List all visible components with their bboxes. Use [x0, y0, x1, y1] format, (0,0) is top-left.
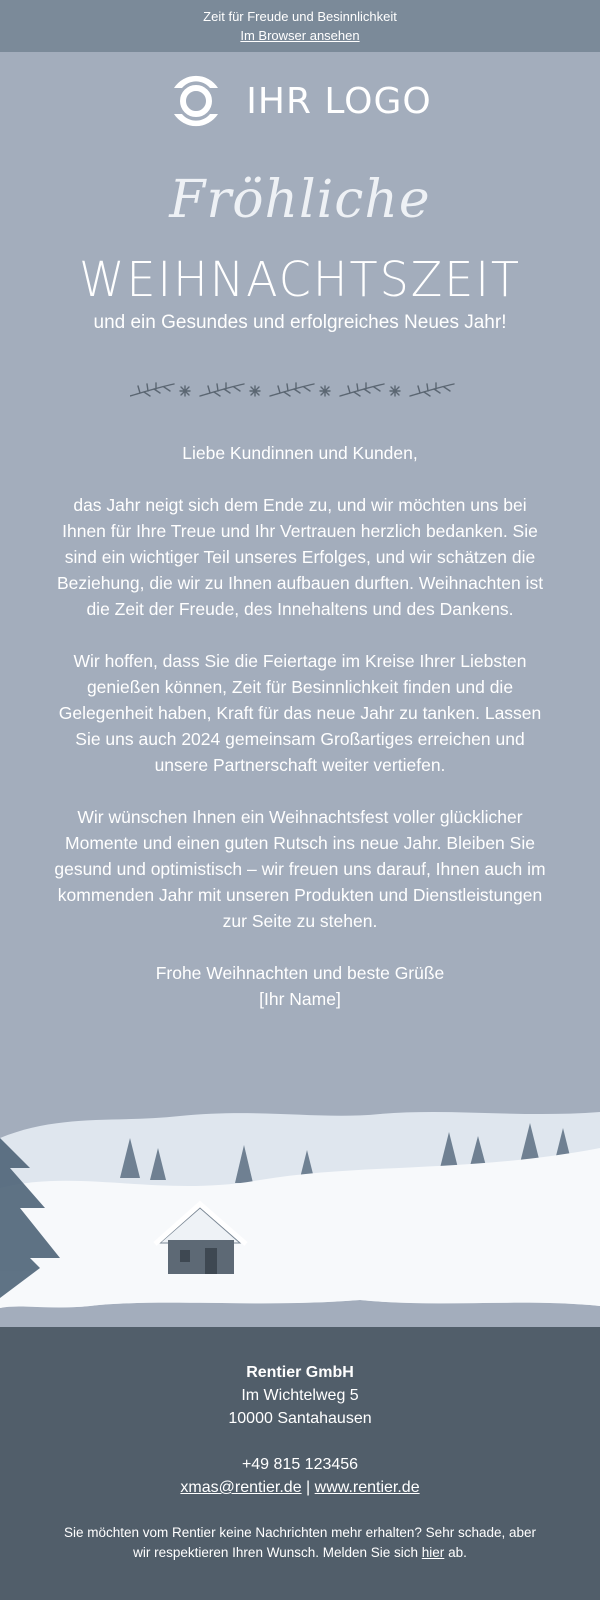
winter-landscape-image — [0, 1108, 600, 1313]
letter-paragraph-2: Wir hoffen, dass Sie die Feiertage im Kreise Ihrer Liebsten genießen können, Zeit für Besinnlichkeit finden und die Gelegenheit haben, Kraft für das neue Jahr zu tanken. Lassen Sie uns auch 2024 gemeinsam Großartiges erreichen und unsere Partnerschaft weiter vertiefen. — [58, 651, 542, 775]
logo-ring-icon — [168, 68, 224, 134]
preheader-text: Zeit für Freude und Besinnlichkeit — [203, 9, 397, 24]
script-title: Fröhliche — [169, 170, 431, 230]
letter-body — [50, 440, 550, 1012]
email-link[interactable]: xmas@rentier.de — [180, 1479, 302, 1496]
letter-paragraph-3: Wir wünschen Ihnen ein Weihnachtsfest voller glücklicher Momente und einen guten Rutsch ins neue Jahr. Bleiben Sie gesund und optimistisch – wir freuen uns darauf, Ihnen auch im kommenden Jahr mit unseren Produkten und Dienstleistungen zur Seite zu stehen. — [54, 807, 546, 931]
view-in-browser-link[interactable]: Im Browser ansehen — [240, 28, 360, 43]
website-link[interactable]: www.rentier.de — [314, 1479, 420, 1496]
phone-number: +49 815 123456 — [241, 1456, 359, 1473]
company-name: Rentier GmbH — [246, 1364, 354, 1381]
link-separator: | — [306, 1479, 311, 1496]
letter-paragraph-1: das Jahr neigt sich dem Ende zu, und wir möchten uns bei Ihnen für Ihre Treue und Ihr Vertrauen herzlich bedanken. Sie sind ein wichtiger Teil unseres Erfolges, und wir schätzen die Beziehung, die wir zu Ihnen aufbauen durften. Weihnachten ist die Zeit der Freude, des Innehaltens und des Dankens. — [56, 495, 544, 619]
city-address: 10000 Santahausen — [228, 1410, 372, 1427]
unsubscribe-text: Sie möchten vom Rentier keine Nachrichten mehr erhalten? Sehr schade, aber wir respektieren Ihren Wunsch. Melden Sie sich — [64, 1525, 536, 1560]
logo-text: IHR LOGO — [246, 80, 432, 122]
greeting: Liebe Kundinnen und Kunden, — [182, 443, 418, 463]
footer — [0, 1327, 600, 1600]
preheader-bar — [0, 0, 600, 52]
unsubscribe-link[interactable]: hier — [421, 1545, 445, 1560]
signature: [Ihr Name] — [259, 989, 341, 1009]
street-address: Im Wichtelweg 5 — [241, 1387, 359, 1404]
branch-ornament-icon — [130, 378, 470, 402]
unsubscribe-notice — [0, 1523, 600, 1563]
contact-links — [0, 1476, 600, 1499]
unsubscribe-suffix: ab. — [448, 1545, 467, 1560]
closing: Frohe Weihnachten und beste Grüße — [155, 963, 445, 983]
spacer — [0, 1430, 600, 1453]
logo[interactable] — [0, 66, 600, 136]
subtitle: und ein Gesundes und erfolgreiches Neues Jahr! — [93, 312, 507, 333]
page-title: WEIHNACHTSZEIT — [78, 250, 522, 308]
